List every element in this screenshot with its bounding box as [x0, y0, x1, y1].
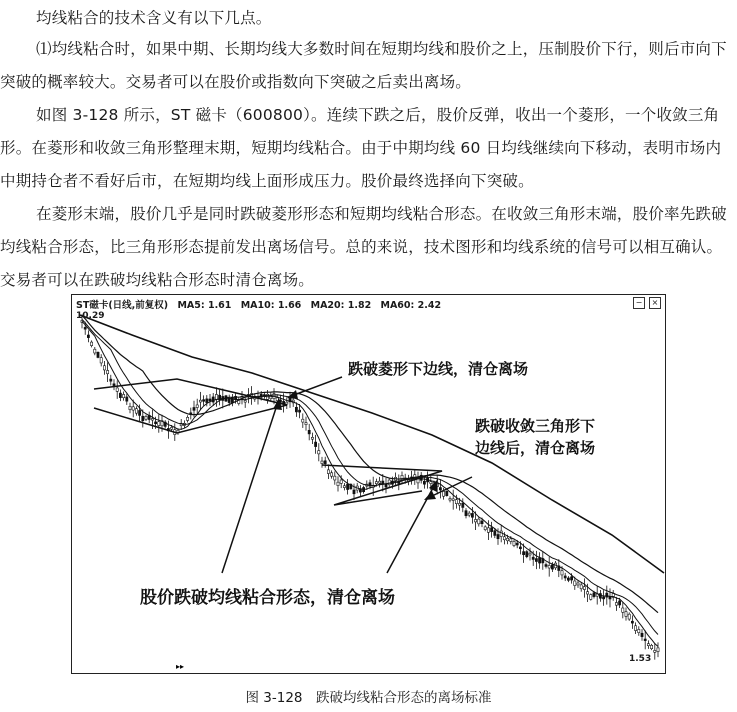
candle-body — [196, 405, 198, 408]
candle-body — [449, 498, 451, 500]
candle-body — [209, 399, 211, 401]
candle-body — [571, 577, 573, 580]
candle-body — [315, 442, 317, 447]
candle-body — [107, 370, 109, 373]
candle-body — [113, 384, 115, 386]
candle-body — [551, 565, 553, 569]
candle-body — [286, 402, 288, 404]
candle-body — [631, 621, 633, 623]
candle-body — [516, 543, 518, 545]
candle-body — [497, 534, 499, 538]
candle-body — [340, 480, 342, 483]
candle-body — [455, 500, 457, 504]
candle-body — [116, 388, 118, 391]
candle-body — [593, 593, 595, 597]
candle-body — [641, 633, 643, 636]
candle-body — [100, 358, 102, 363]
candle-body — [523, 552, 525, 555]
candle-body — [471, 513, 473, 517]
diamond-pattern — [94, 379, 287, 433]
candle-body — [343, 486, 345, 488]
candle-body — [510, 539, 512, 542]
candle-body — [353, 490, 355, 494]
arrow-ma-right — [387, 486, 434, 573]
candle-body — [132, 407, 134, 410]
chart-plot — [72, 295, 667, 675]
candle-body — [548, 565, 550, 568]
candle-body — [187, 417, 189, 420]
minimize-icon[interactable]: − — [633, 297, 645, 309]
candle-body — [481, 521, 483, 524]
arrow-diamond-head — [287, 390, 298, 399]
stock-chart — [71, 294, 666, 674]
candle-body — [129, 406, 131, 409]
candle-body — [587, 592, 589, 594]
candle-body — [647, 644, 649, 646]
candle-body — [199, 400, 201, 402]
candle-body — [385, 484, 387, 487]
candle-body — [91, 342, 93, 345]
candle-body — [302, 419, 304, 422]
candle-body — [142, 416, 144, 420]
candle-body — [423, 481, 425, 484]
candle-body — [94, 349, 96, 353]
candle-body — [574, 581, 576, 586]
candle-body — [615, 603, 617, 606]
candle-body — [321, 461, 323, 463]
candle-body — [347, 484, 349, 489]
candle-body — [215, 394, 217, 399]
candle-body — [331, 473, 333, 476]
candle-body — [462, 503, 464, 507]
candle-body — [580, 585, 582, 589]
conclusion-paragraph: 在菱形末端，股价几乎是同时跌破菱形形态和短期均线粘合形态。在收敛三角形末端，股价率先跌破均线粘合形态，比三角形形态提前发出离场信号。总的来说，技术图形和均线系统的信号可以相互确认。交易者可以在跌破均线粘合形态时清仓离场。 — [0, 205, 727, 289]
annotation-triangle-line1: 跌破收敛三角形下 — [475, 417, 596, 435]
annotation-triangle-break — [475, 415, 595, 459]
annotation-diamond-break: 跌破菱形下边线，清仓离场 — [348, 360, 529, 378]
candle-body — [494, 531, 496, 536]
candle-body — [545, 565, 547, 567]
candle-body — [583, 587, 585, 590]
ma10-value: MA10: 1.66 — [240, 300, 302, 311]
annotation-triangle-line2: 边线后，清仓离场 — [475, 439, 596, 457]
candle-body — [135, 409, 137, 413]
chart-title: ST磁卡(日线,前复权) — [76, 300, 169, 311]
candle-body — [503, 537, 505, 540]
candle-body — [475, 519, 477, 521]
candle-body — [375, 482, 377, 484]
candle-body — [126, 397, 128, 401]
candle-body — [603, 597, 605, 599]
candle-body — [318, 451, 320, 454]
candle-body — [561, 571, 563, 575]
candle-body — [590, 595, 592, 600]
candle-body — [507, 538, 509, 540]
candle-body — [577, 583, 579, 585]
candle-body — [446, 491, 448, 495]
candle-body — [151, 419, 153, 421]
point-1-paragraph: ⑴均线粘合时，如果中期、长期均线大多数时间在短期均线和股价之上，压制股价下行，则后市向下突破的概率较大。交易者可以在股价或指数向下突破之后卖出离场。 — [0, 40, 727, 91]
candle-body — [625, 612, 627, 617]
candle-body — [635, 626, 637, 631]
candle-body — [564, 576, 566, 578]
candle-body — [439, 488, 441, 490]
candle-body — [379, 481, 381, 483]
candle-body — [327, 470, 329, 474]
candle-body — [638, 629, 640, 632]
candle-body — [206, 399, 208, 403]
candle-body — [110, 379, 112, 381]
candle-body — [359, 489, 361, 492]
candle-body — [651, 645, 653, 648]
high-price-label: 10.29 — [76, 311, 105, 321]
candle-body — [103, 366, 105, 370]
ma20-value: MA20: 1.82 — [310, 300, 372, 311]
candle-body — [139, 410, 141, 415]
candle-body — [654, 650, 656, 652]
candle-body — [123, 394, 125, 397]
candle-body — [500, 531, 502, 536]
candle-body — [535, 559, 537, 562]
candle-body — [452, 499, 454, 501]
candle-body — [171, 427, 173, 429]
candle-body — [644, 639, 646, 641]
candle-body — [622, 608, 624, 612]
candle-body — [388, 480, 390, 485]
candle-body — [299, 410, 301, 412]
arrow-diamond — [294, 377, 342, 395]
candle-body — [87, 335, 89, 338]
example-paragraph: 如图 3-128 所示，ST 磁卡（600800）。连续下跌之后，股价反弹，收出一个菱形，一个收敛三角形。在菱形和收敛三角形整理末期，短期均线粘合。由于中期均线 60 日均线继续向下移动，表明市场内中期持仓者不看好后市，在短期均线上面形成压力。股价最终选择向下突破。 — [0, 106, 722, 190]
candle-body — [513, 541, 515, 545]
intro-paragraph: 均线粘合的技术含义有以下几点。 — [36, 9, 272, 27]
candle-body — [337, 482, 339, 485]
candle-body — [334, 476, 336, 480]
figure-caption: 图 3-128 跌破均线粘合形态的离场标准 — [245, 690, 492, 706]
candle-body — [478, 519, 480, 524]
candle-body — [519, 547, 521, 549]
candle-body — [145, 416, 147, 419]
candle-body — [212, 397, 214, 402]
candle-body — [158, 422, 160, 426]
annotation-ma-break: 股价跌破均线粘合形态，清仓离场 — [140, 588, 395, 608]
candle-body — [484, 527, 486, 530]
candle-body — [459, 503, 461, 505]
candle-body — [84, 327, 86, 329]
candle-body — [529, 553, 531, 555]
candle-body — [203, 400, 205, 402]
candle-body — [619, 601, 621, 605]
candle-body — [468, 513, 470, 515]
candle-body — [430, 482, 432, 484]
candle-body — [465, 511, 467, 516]
low-price-label: 1.53 — [629, 654, 652, 664]
candle-body — [526, 552, 528, 557]
candle-body — [295, 407, 297, 412]
ma5-value: MA5: 1.61 — [177, 300, 232, 311]
candle-body — [567, 578, 569, 580]
candle-body — [487, 528, 489, 533]
scroll-marker-icon: ▸▸ — [176, 662, 185, 671]
candle-body — [311, 437, 313, 439]
close-icon[interactable]: × — [649, 297, 661, 309]
candle-body — [155, 422, 157, 424]
arrow-ma-left — [222, 405, 277, 573]
candle-body — [491, 528, 493, 532]
candle-body — [443, 491, 445, 496]
candle-body — [308, 430, 310, 434]
candle-body — [119, 393, 121, 398]
candle-body — [609, 597, 611, 599]
candle-body — [532, 557, 534, 559]
candle-body — [606, 593, 608, 597]
candle-body — [657, 648, 659, 652]
candle-body — [244, 400, 246, 402]
candle-body — [324, 461, 326, 464]
candle-body — [539, 558, 541, 563]
candle-body — [305, 423, 307, 425]
candle-body — [628, 614, 630, 619]
candle-body — [193, 407, 195, 410]
candle-body — [97, 352, 99, 357]
ma60-value: MA60: 2.42 — [380, 300, 442, 311]
